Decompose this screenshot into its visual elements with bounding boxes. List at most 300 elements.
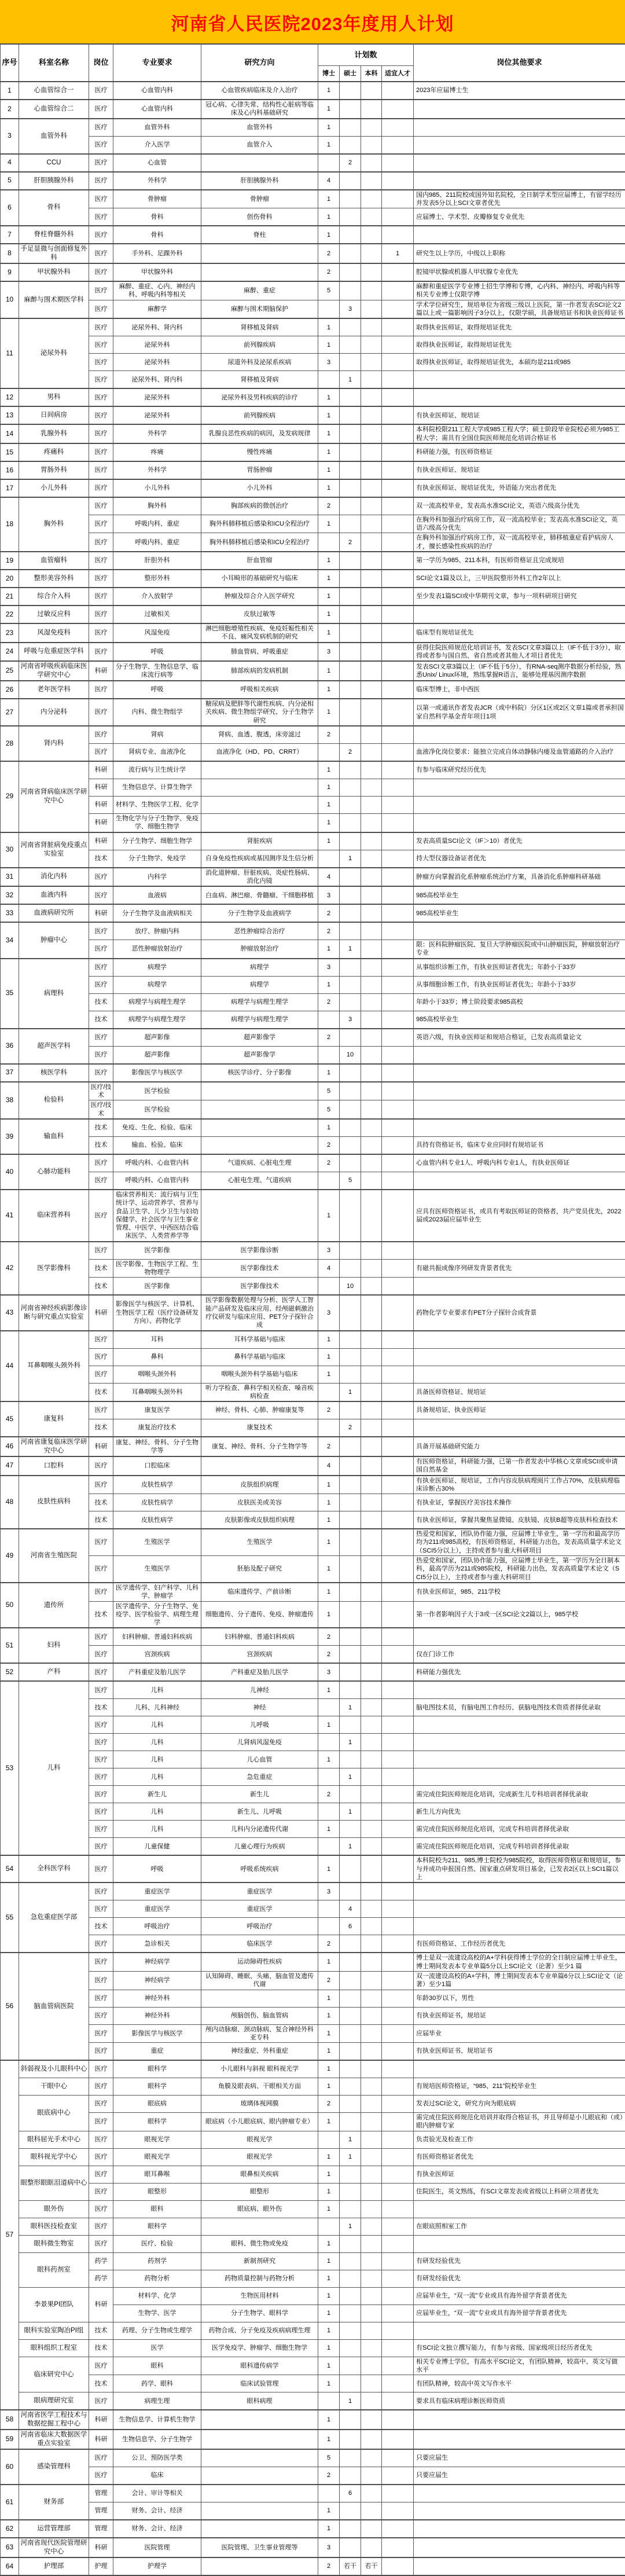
plan-bachelor-count (361, 1295, 382, 1330)
plan-fit-talent-count (382, 1172, 414, 1190)
plan-master-count (340, 263, 361, 281)
table-row (1, 1855, 625, 1883)
other-requirements (414, 1628, 625, 1646)
research-direction: 消化道肿瘤、肝脏疾病、炎症性肠病、消化内镜 (201, 868, 318, 887)
research-direction: 皮肤组织病理 (201, 1476, 318, 1494)
plan-bachelor-count (361, 2252, 382, 2270)
research-direction: 胸部疾病的微创治疗 (201, 497, 318, 515)
plan-phd-count: 1 (318, 1529, 340, 1555)
plan-master-count (340, 1154, 361, 1172)
post-type: 医疗 (89, 1971, 113, 1990)
plan-bachelor-count (361, 479, 382, 497)
other-requirements: 有执业医师证书，规培证 (414, 2007, 625, 2024)
plan-bachelor-count (361, 2218, 382, 2235)
plan-master-count: 1 (340, 1734, 361, 1751)
plan-bachelor-count (361, 1456, 382, 1476)
row-number: 3 (1, 119, 19, 154)
research-direction: 血管外科 (201, 119, 318, 137)
plan-fit-talent-count (382, 1011, 414, 1029)
plan-fit-talent-count (382, 1838, 414, 1856)
plan-fit-talent-count (382, 1601, 414, 1628)
plan-fit-talent-count (382, 318, 414, 336)
plan-phd-count: 1 (318, 779, 340, 796)
department-name: 整形美容外科 (19, 570, 89, 588)
plan-fit-talent-count (382, 2148, 414, 2166)
other-requirements (414, 1681, 625, 1699)
specialty-requirement: 风湿免疫 (113, 623, 201, 643)
row-number: 49 (1, 1529, 19, 1583)
plan-phd-count: 1 (318, 406, 340, 424)
other-requirements: 双一流建设高校的A+学科，博士期间发表本专业单篇6分以上SCI论文（论著）至少1篇 (414, 1971, 625, 1990)
plan-fit-talent-count (382, 993, 414, 1011)
other-requirements (414, 154, 625, 172)
plan-phd-count: 1 (318, 424, 340, 443)
other-requirements: 有医师资格证，科研能力强，已第一作者发表中华核心文章或SCI或申请国自然基金 (414, 1456, 625, 1476)
plan-fit-talent-count (382, 796, 414, 813)
research-direction: 肾移植及肾病 (201, 371, 318, 389)
department-name: 甲状腺外科 (19, 263, 89, 281)
plan-bachelor-count (361, 2166, 382, 2183)
plan-master-count (340, 1716, 361, 1734)
plan-fit-talent-count (382, 1401, 414, 1419)
plan-phd-count: 1 (318, 1990, 340, 2007)
plan-bachelor-count (361, 1366, 382, 1383)
other-requirements (414, 371, 625, 389)
post-type: 医疗 (89, 479, 113, 497)
plan-bachelor-count (361, 2485, 382, 2502)
plan-master-count: 3 (340, 1011, 361, 1029)
plan-master-count (340, 2287, 361, 2305)
plan-master-count (340, 1295, 361, 1330)
specialty-requirement: 呼吸 (113, 1855, 201, 1883)
plan-master-count (340, 515, 361, 533)
plan-fit-talent-count (382, 1681, 414, 1699)
table-row (1, 354, 625, 371)
post-type: 医疗 (89, 1935, 113, 1953)
post-type: 医疗 (89, 2113, 113, 2131)
other-requirements: 有参与临床研究经历优先 (414, 761, 625, 779)
post-type: 科研 (89, 832, 113, 850)
plan-fit-talent-count (382, 1716, 414, 1734)
post-type: 科研 (89, 904, 113, 922)
table-row (1, 2007, 625, 2024)
plan-master-count (340, 2538, 361, 2557)
row-number: 39 (1, 1119, 19, 1154)
research-direction: 血管介入 (201, 136, 318, 154)
plan-master-count (340, 993, 361, 1011)
plan-master-count (340, 1259, 361, 1278)
specialty-requirement: 泌尿外科、肾内科 (113, 318, 201, 336)
research-direction: 临床医学 (201, 1935, 318, 1953)
plan-bachelor-count (361, 208, 382, 226)
research-direction: 病理学与病理生理学 (201, 993, 318, 1011)
plan-fit-talent-count (382, 959, 414, 977)
specialty-requirement: 外科学 (113, 461, 201, 479)
other-requirements: 985高校毕业生 (414, 886, 625, 904)
research-direction (201, 1082, 318, 1100)
table-row (1, 1172, 625, 1190)
plan-fit-talent-count (382, 2270, 414, 2287)
post-type: 医疗 (89, 1242, 113, 1260)
plan-fit-talent-count (382, 570, 414, 588)
post-type: 医疗 (89, 2148, 113, 2166)
department-name: 血液病研究所 (19, 904, 89, 922)
plan-fit-talent-count (382, 281, 414, 300)
plan-master-count (340, 2200, 361, 2218)
post-type: 医疗 (89, 1348, 113, 1366)
other-requirements (414, 226, 625, 244)
research-direction: 胸外科肺移植后感染和ICU全程治疗 (201, 515, 318, 533)
post-type: 医疗 (89, 1751, 113, 1768)
specialty-requirement: 生物学、医学 (113, 2305, 201, 2322)
plan-phd-count: 1 (318, 1716, 340, 1734)
row-number: 41 (1, 1190, 19, 1242)
plan-master-count (340, 1331, 361, 1349)
research-direction: 心血管疾病临床及介入治疗 (201, 82, 318, 100)
plan-phd-count: 1 (318, 2502, 340, 2520)
table-row (1, 681, 625, 699)
table-row (1, 1821, 625, 1838)
header-no: 序号 (1, 44, 19, 82)
department-name: 老年医学科 (19, 681, 89, 699)
other-requirements: 持大型仪器设备证者优先 (414, 850, 625, 868)
department-name: 眼外伤 (19, 2200, 89, 2218)
plan-phd-count: 2 (318, 1786, 340, 1803)
other-requirements: 取得执业医师证，取得规培证优先 (414, 318, 625, 336)
plan-phd-count: 1 (318, 2520, 340, 2538)
post-type: 医疗 (89, 533, 113, 552)
plan-phd-count: 1 (318, 681, 340, 699)
other-requirements (414, 1172, 625, 1190)
plan-fit-talent-count (382, 976, 414, 993)
department-name: 眼科微生物室 (19, 2235, 89, 2252)
plan-master-count: 1 (340, 2131, 361, 2148)
row-number: 7 (1, 226, 19, 244)
plan-bachelor-count (361, 1190, 382, 1242)
plan-master-count (340, 2060, 361, 2078)
table-row (1, 318, 625, 336)
post-type: 科研 (89, 761, 113, 779)
post-type: 医疗 (89, 2449, 113, 2467)
plan-master-count (340, 2113, 361, 2131)
other-requirements: 负责验光及检查工作 (414, 2131, 625, 2148)
table-row (1, 1383, 625, 1401)
post-type: 管理 (89, 2502, 113, 2520)
department-name: 临床营养科 (19, 1190, 89, 1242)
plan-bachelor-count (361, 263, 382, 281)
plan-fit-talent-count (382, 922, 414, 940)
other-requirements: 脑电图技术员，有脑电图工作经历、获脑电图技术资质者择优录取 (414, 1699, 625, 1716)
research-direction: 病理学 (201, 976, 318, 993)
plan-fit-talent-count (382, 813, 414, 832)
plan-phd-count: 2 (318, 497, 340, 515)
table-row (1, 1734, 625, 1751)
plan-master-count (340, 336, 361, 354)
plan-bachelor-count (361, 388, 382, 406)
other-requirements: 相关专业博士学位，有高水平SCI论文，有团队精神，较高中、英文写做水平 (414, 2357, 625, 2375)
department-name: 乳腺外科 (19, 424, 89, 443)
plan-phd-count: 1 (318, 1476, 340, 1494)
research-direction: 眼科遗传病学 (201, 2357, 318, 2375)
department-name: 消化内科 (19, 868, 89, 887)
plan-phd-count: 1 (318, 2252, 340, 2270)
specialty-requirement: 泌尿外科 (113, 406, 201, 424)
post-type: 医疗 (89, 606, 113, 623)
research-direction (201, 2410, 318, 2430)
plan-master-count (340, 922, 361, 940)
research-direction (201, 813, 318, 832)
department-name: 斜弱视及小儿眼科中心 (19, 2060, 89, 2078)
department-name: 呼吸与危重症医学科 (19, 643, 89, 662)
specialty-requirement: 心血管 (113, 154, 201, 172)
research-direction: 前列腺疾病 (201, 336, 318, 354)
table-row (1, 424, 625, 443)
post-type: 医疗 (89, 2166, 113, 2183)
plan-phd-count: 1 (318, 443, 340, 461)
plan-master-count (340, 1953, 361, 1971)
research-direction (201, 2430, 318, 2449)
plan-phd-count (318, 300, 340, 318)
plan-phd-count (318, 1768, 340, 1786)
department-name: 遗传所 (19, 1583, 89, 1628)
plan-fit-talent-count (382, 119, 414, 137)
plan-master-count: 1 (340, 1699, 361, 1716)
post-type: 医疗 (89, 699, 113, 726)
plan-phd-count: 1 (318, 2166, 340, 2183)
plan-bachelor-count (361, 2024, 382, 2043)
research-direction: 小儿外科 (201, 479, 318, 497)
research-direction (201, 2218, 318, 2235)
table-row (1, 1971, 625, 1990)
plan-phd-count: 2 (318, 904, 340, 922)
table-row (1, 588, 625, 606)
header-plan-fit-talent: 适宜人才 (382, 66, 414, 82)
specialty-requirement: 呼吸 (113, 643, 201, 662)
row-number: 23 (1, 623, 19, 643)
table-row (1, 172, 625, 190)
plan-master-count: 2 (340, 533, 361, 552)
plan-master-count (340, 813, 361, 832)
specialty-requirement: 儿科 (113, 1681, 201, 1699)
plan-fit-talent-count (382, 443, 414, 461)
plan-bachelor-count (361, 940, 382, 959)
plan-phd-count: 1 (318, 1119, 340, 1137)
plan-bachelor-count (361, 1082, 382, 1100)
row-number: 18 (1, 497, 19, 552)
plan-master-count (340, 2007, 361, 2024)
header-plan-bachelor: 本科 (361, 66, 382, 82)
other-requirements: 有磁共振成像序列研发背景者优先 (414, 1259, 625, 1278)
specialty-requirement: 儿科、儿科神经 (113, 1699, 201, 1716)
post-type: 技术 (89, 2375, 113, 2392)
other-requirements: 发表SCI文章3篇以上（IF不低于5分），有RNA-seq测序数据分析经验，熟悉Unix/ Linux环境，熟练掌握R语言，能够处理基因测序数据 (414, 661, 625, 681)
plan-master-count: 6 (340, 2485, 361, 2502)
plan-fit-talent-count (382, 2305, 414, 2322)
specialty-requirement: 麻醉学 (113, 300, 201, 318)
specialty-requirement: 神经病学 (113, 1971, 201, 1990)
department-name: 脊柱脊髓外科 (19, 226, 89, 244)
plan-bachelor-count (361, 443, 382, 461)
plan-fit-talent-count (382, 1456, 414, 1476)
table-row (1, 1401, 625, 1419)
research-direction: 呼吸相关疾病 (201, 681, 318, 699)
plan-phd-count: 1 (318, 1348, 340, 1366)
post-type: 技术 (89, 1419, 113, 1437)
plan-phd-count: 4 (318, 172, 340, 190)
specialty-requirement: 骨肿瘤 (113, 190, 201, 208)
other-requirements: 热爱党和国家，团队协作能力强，应届博士毕业生，第一学历为全日制本科，最高学历为211或985院校，科研能力出色，发表高质量学术论文（SCI5分以上），主持或者参与重大科研项目 (414, 1556, 625, 1583)
plan-master-count: 1 (340, 850, 361, 868)
post-type: 医疗 (89, 1734, 113, 1751)
other-requirements: 研究生以上学历，中级以上职称 (414, 244, 625, 263)
research-direction: 儿心血管 (201, 1751, 318, 1768)
plan-bachelor-count (361, 1529, 382, 1555)
plan-bachelor-count (361, 1918, 382, 1935)
plan-phd-count (318, 371, 340, 389)
research-direction: 小儿眼科与斜视 眼科视光学 (201, 2060, 318, 2078)
specialty-requirement: 介入医学 (113, 136, 201, 154)
plan-phd-count: 3 (318, 1883, 340, 1900)
other-requirements: 有执业医师证、规培证 (414, 406, 625, 424)
plan-phd-count: 1 (318, 2024, 340, 2043)
table-row (1, 244, 625, 263)
other-requirements: 第一作者影响因子大于3或一区SCI论文2篇以上，985学校 (414, 1601, 625, 1628)
other-requirements: 学术学位研究生，规培单位为省级三级以上医院，第一作者发表SCI论文2篇以上或一篇影响因子3分以上，仅限学硕，具备规培证书和执业医师证书 (414, 300, 625, 318)
plan-fit-talent-count (382, 2502, 414, 2520)
plan-phd-count: 1 (318, 461, 340, 479)
department-name: 眼科实验室陶冶PI组 (19, 2322, 89, 2339)
department-name: 皮肤性病科 (19, 1476, 89, 1529)
table-row (1, 1100, 625, 1119)
plan-fit-talent-count (382, 2322, 414, 2339)
plan-fit-talent-count (382, 1437, 414, 1456)
plan-phd-count: 1 (318, 2375, 340, 2392)
specialty-requirement: 康复医学 (113, 1401, 201, 1419)
plan-master-count (340, 606, 361, 623)
specialty-requirement: 眼视光学 (113, 2148, 201, 2166)
specialty-requirement: 外科学 (113, 172, 201, 190)
plan-fit-talent-count (382, 1953, 414, 1971)
table-row (1, 300, 625, 318)
table-row (1, 371, 625, 389)
research-direction: 儿科内分泌遗传代谢 (201, 1821, 318, 1838)
row-number: 38 (1, 1082, 19, 1119)
specialty-requirement: 疼痛 (113, 443, 201, 461)
plan-phd-count: 4 (318, 1456, 340, 1476)
post-type: 医疗 (89, 172, 113, 190)
post-type: 医疗/技术 (89, 1100, 113, 1119)
research-direction: 慢性疼痛 (201, 443, 318, 461)
specialty-requirement: 康复治疗技术 (113, 1419, 201, 1437)
specialty-requirement: 眼底病 (113, 2096, 201, 2113)
plan-bachelor-count (361, 1259, 382, 1278)
plan-fit-talent-count (382, 2113, 414, 2131)
row-number: 31 (1, 868, 19, 887)
plan-bachelor-count (361, 886, 382, 904)
plan-fit-talent-count (382, 2007, 414, 2024)
specialty-requirement: 医疗、检验 (113, 2235, 201, 2252)
other-requirements (414, 119, 625, 137)
other-requirements (414, 922, 625, 940)
plan-fit-talent-count (382, 2339, 414, 2357)
department-name: 产科 (19, 1663, 89, 1681)
post-type: 科研 (89, 796, 113, 813)
specialty-requirement: 眼科学 (113, 2078, 201, 2096)
plan-phd-count (318, 1918, 340, 1935)
specialty-requirement: 儿科 (113, 1751, 201, 1768)
plan-bachelor-count (361, 726, 382, 744)
research-direction: 恶性肿瘤综合治疗 (201, 922, 318, 940)
plan-bachelor-count (361, 1838, 382, 1856)
specialty-requirement: 医学影像 (113, 1242, 201, 1260)
plan-phd-count: 5 (318, 1082, 340, 1100)
plan-bachelor-count (361, 1990, 382, 2007)
specialty-requirement: 会计、审计等相关 (113, 2485, 201, 2502)
plan-master-count (340, 1935, 361, 1953)
post-type: 医疗 (89, 1331, 113, 1349)
plan-fit-talent-count (382, 940, 414, 959)
plan-master-count (340, 2502, 361, 2520)
post-type: 医疗/技术 (89, 1082, 113, 1100)
research-direction: 呼吸治疗 (201, 1918, 318, 1935)
specialty-requirement: 药剂学 (113, 2252, 201, 2270)
header-post: 岗位 (89, 44, 113, 82)
plan-master-count (340, 190, 361, 208)
plan-fit-talent-count (382, 1821, 414, 1838)
plan-phd-count: 5 (318, 1100, 340, 1119)
other-requirements: 有执业医师证，掌握共聚焦显微镜、皮肤镜、皮肤B超等皮肤科检查技术 (414, 1511, 625, 1529)
plan-master-count (340, 570, 361, 588)
other-requirements: 应届毕业生，“双一流”专业或具有海外留学背景者优先 (414, 2287, 625, 2305)
plan-phd-count (318, 1734, 340, 1751)
plan-fit-talent-count (382, 1331, 414, 1349)
post-type: 药学 (89, 2252, 113, 2270)
other-requirements (414, 2502, 625, 2520)
table-row (1, 850, 625, 868)
research-direction (201, 244, 318, 263)
plan-fit-talent-count (382, 1136, 414, 1154)
department-name: 康复科 (19, 1401, 89, 1437)
research-direction: 眼视光学 (201, 2131, 318, 2148)
plan-bachelor-count (361, 2305, 382, 2322)
plan-master-count (340, 1136, 361, 1154)
plan-master-count (340, 1556, 361, 1583)
specialty-requirement: 肾病专业、血液净化 (113, 743, 201, 761)
other-requirements: 只要应届生 (414, 2449, 625, 2467)
plan-master-count (340, 868, 361, 887)
plan-bachelor-count (361, 190, 382, 208)
post-type: 科研 (89, 2430, 113, 2449)
post-type: 医疗 (89, 1646, 113, 1664)
plan-fit-talent-count (382, 2043, 414, 2061)
plan-phd-count (318, 850, 340, 868)
plan-fit-talent-count (382, 1855, 414, 1883)
department-name: 泌尿外科 (19, 318, 89, 388)
plan-phd-count: 4 (318, 868, 340, 887)
research-direction: 医学影像诊断 (201, 1242, 318, 1260)
plan-bachelor-count (361, 100, 382, 119)
post-type: 医疗 (89, 1990, 113, 2007)
plan-bachelor-count (361, 1172, 382, 1190)
plan-master-count (340, 588, 361, 606)
other-requirements (414, 1734, 625, 1751)
plan-fit-talent-count (382, 2131, 414, 2148)
table-row (1, 100, 625, 119)
plan-bachelor-count (361, 281, 382, 300)
research-direction: 尿道外科及泌尿系疾病 (201, 354, 318, 371)
plan-phd-count: 1 (318, 813, 340, 832)
post-type: 医疗 (89, 1855, 113, 1883)
